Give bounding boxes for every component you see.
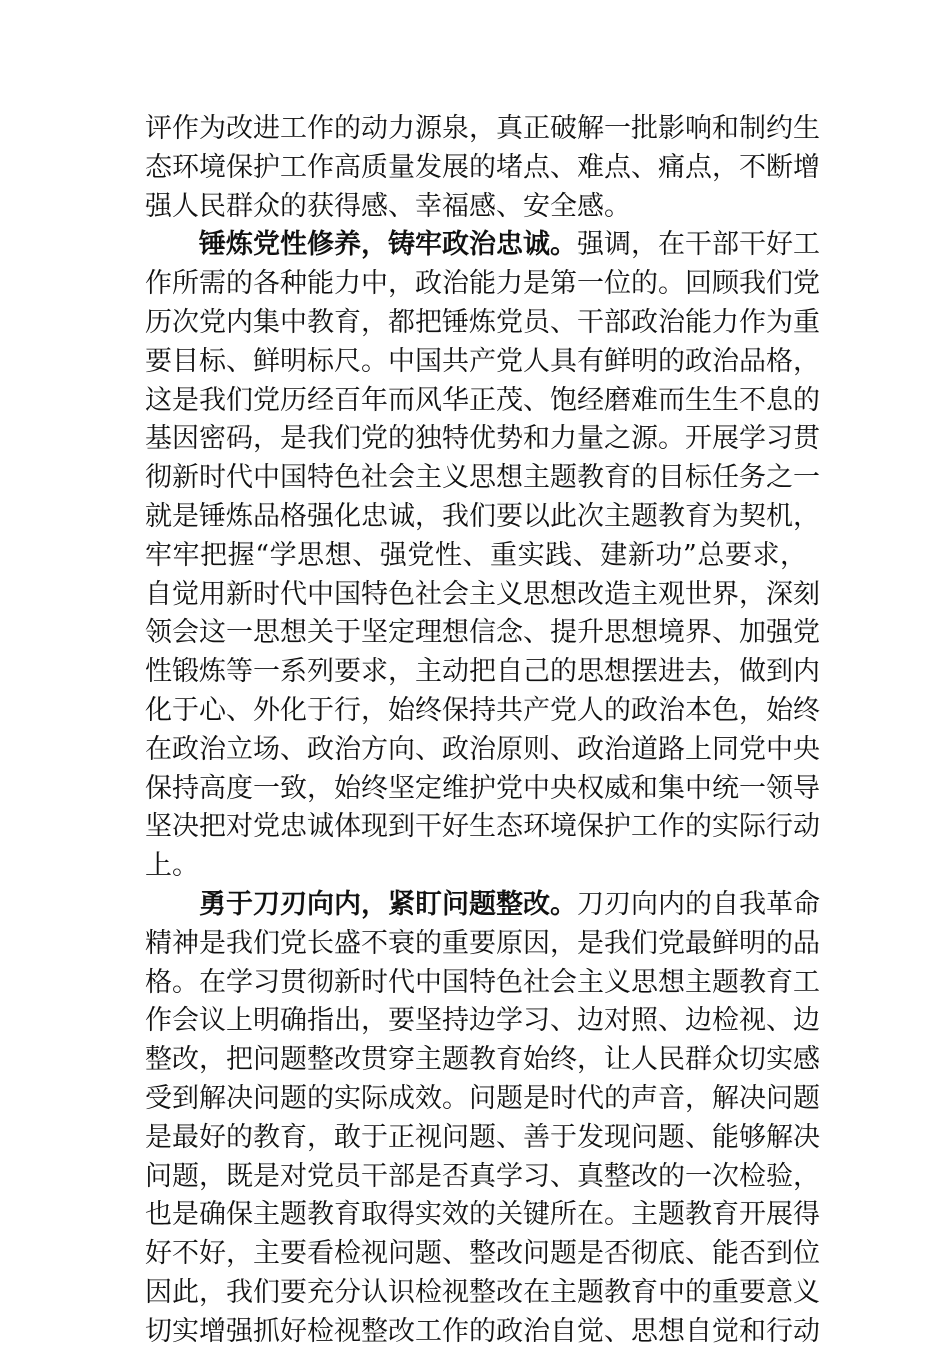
text-line: 精神是我们党长盛不衰的重要原因，是我们党最鲜明的品 — [145, 927, 820, 959]
text-line: 作会议上明确指出，要坚持边学习、边对照、边检视、边 — [145, 1005, 820, 1037]
text-line: 历次党内集中教育，都把锤炼党员、干部政治能力作为重 — [145, 306, 820, 338]
paragraph-1 — [145, 110, 820, 226]
text-line: 是最好的教育，敢于正视问题、善于发现问题、能够解决 — [145, 1121, 820, 1153]
document-page — [145, 110, 820, 1352]
text-line: 态环境保护工作高质量发展的堵点、难点、痛点，不断增 — [145, 151, 820, 183]
text-line: 也是确保主题教育取得实效的关键所在。主题教育开展得 — [145, 1199, 820, 1231]
text-line: 牢牢把握“学思想、强党性、重实践、建新功”总要求， — [145, 539, 807, 571]
text-line: 评作为改进工作的动力源泉，真正破解一批影响和制约生 — [145, 113, 820, 144]
text-line: 上。 — [145, 850, 199, 882]
text-line: 强人民群众的获得感、幸福感、安全感。 — [145, 190, 631, 222]
text-line: 格。在学习贯彻新时代中国特色社会主义思想主题教育工 — [145, 966, 820, 998]
paragraph-3 — [145, 886, 820, 1352]
text-line: 这是我们党历经百年而风华正茂、饱经磨难而生生不息的 — [145, 384, 820, 416]
text-run: 刀刃向内的自我革命 — [577, 888, 820, 920]
text-line: 在政治立场、政治方向、政治原则、政治道路上同党中央 — [145, 733, 820, 765]
text-line: 化于心、外化于行，始终保持共产党人的政治本色，始终 — [145, 694, 820, 726]
text-line: 因此，我们要充分认识检视整改在主题教育中的重要意义 — [145, 1276, 820, 1308]
text-line: 保持高度一致，始终坚定维护党中央权威和集中统一领导 — [145, 772, 820, 804]
text-line: 就是锤炼品格强化忠诚，我们要以此次主题教育为契机， — [145, 500, 820, 532]
text-line: 好不好，主要看检视问题、整改问题是否彻底、能否到位 — [145, 1238, 820, 1270]
text-line: 自觉用新时代中国特色社会主义思想改造主观世界，深刻 — [145, 578, 820, 610]
text-line: 问题，既是对党员干部是否真学习、真整改的一次检验， — [145, 1160, 820, 1192]
text-line: 要目标、鲜明标尺。中国共产党人具有鲜明的政治品格， — [145, 345, 820, 377]
text-line: 性锻炼等一系列要求，主动把自己的思想摆进去，做到内 — [145, 656, 820, 688]
text-line: 彻新时代中国特色社会主义思想主题教育的目标任务之一 — [145, 462, 820, 494]
text-line: 坚决把对党忠诚体现到干好生态环境保护工作的实际行动 — [145, 811, 820, 843]
paragraph-2 — [145, 226, 820, 886]
text-line — [145, 886, 820, 925]
text-line — [145, 226, 820, 265]
text-line: 受到解决问题的实际成效。问题是时代的声音，解决问题 — [145, 1082, 820, 1114]
text-line: 作所需的各种能力中，政治能力是第一位的。回顾我们党 — [145, 268, 820, 300]
text-line: 基因密码，是我们党的独特优势和力量之源。开展学习贯 — [145, 423, 820, 455]
text-line: 整改，把问题整改贯穿主题教育始终，让人民群众切实感 — [145, 1044, 820, 1076]
text-line: 领会这一思想关于坚定理想信念、提升思想境界、加强党 — [145, 617, 820, 649]
paragraph-heading: 锤炼党性修养，铸牢政治忠诚。 — [199, 229, 577, 261]
text-run: 强调，在干部干好工 — [577, 229, 820, 261]
text-line: 切实增强抓好检视整改工作的政治自觉、思想自觉和行动 — [145, 1315, 820, 1347]
paragraph-heading: 勇于刀刃向内，紧盯问题整改。 — [199, 888, 577, 920]
